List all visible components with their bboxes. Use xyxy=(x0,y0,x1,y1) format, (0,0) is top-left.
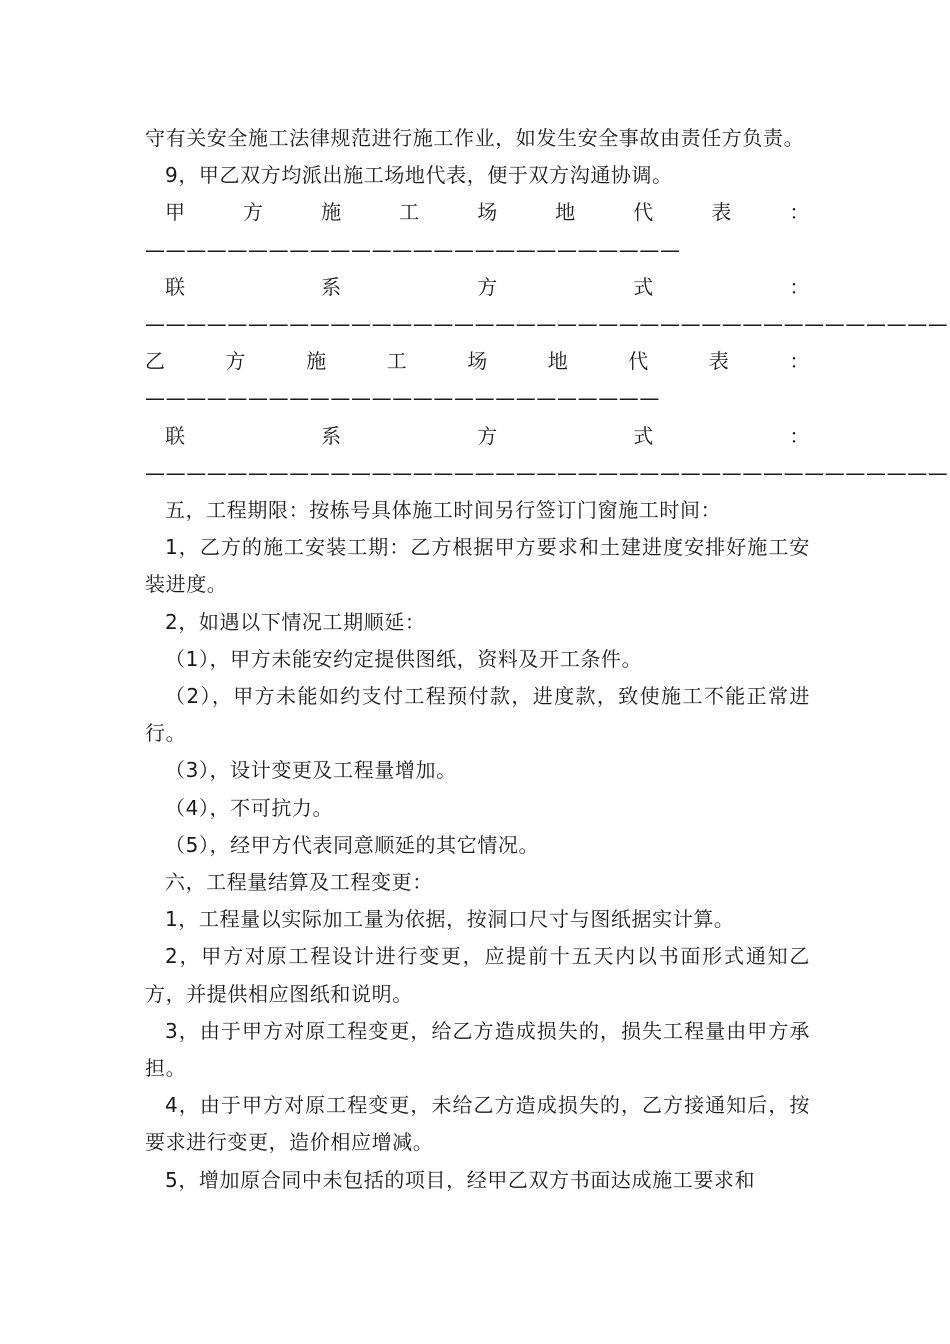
clause-6-5: 5，增加原合同中未包括的项目，经甲乙双方书面达成施工要求和 xyxy=(165,1167,756,1192)
document-body xyxy=(145,120,949,1199)
clause-6-1: 1，工程量以实际加工量为依据，按洞口尺寸与图纸据实计算。 xyxy=(165,907,735,932)
section-5-heading: 五，工程期限：按栋号具体施工时间另行签订门窗施工时间： xyxy=(165,498,722,523)
clause-5-2-item-2: （2），甲方未能如约支付工程预付款，进度款，致使施工不能正常进行。 xyxy=(145,684,810,746)
paragraph-site-representatives: 9，甲乙双方均派出施工场地代表，便于双方沟通协调。 xyxy=(165,163,673,188)
paragraph-safety-liability: 守有关安全施工法律规范进行施工作业，如发生安全事故由责任方负责。 xyxy=(145,126,805,150)
clause-5-2-item-5: （5），经甲方代表同意顺延的其它情况。 xyxy=(165,832,540,857)
clause-5-2-item-4: （4），不可抗力。 xyxy=(165,795,334,820)
clause-6-3: 3，由于甲方对原工程变更，给乙方造成损失的，损失工程量由甲方承担。 xyxy=(145,1018,810,1081)
clause-5-2: 2，如遇以下情况工期顺延： xyxy=(165,609,426,634)
clause-5-2-item-3: （3），设计变更及工程量增加。 xyxy=(165,758,457,783)
clause-5-1: 1，乙方的施工安装工期：乙方根据甲方要求和土建进度安排好施工安装进度。 xyxy=(145,535,810,597)
clause-5-2-item-1: （1），甲方未能安约定提供图纸，资料及开工条件。 xyxy=(165,646,643,671)
party-a-representative-line: 甲方施工场地代表：—————————————————————————— xyxy=(145,200,810,262)
section-6-heading: 六，工程量结算及工程变更： xyxy=(165,870,433,895)
clause-6-2: 2，甲方对原工程设计进行变更，应提前十五天内以书面形式通知乙方，并提供相应图纸和说明。 xyxy=(145,944,810,1006)
party-b-contact-line: 联系方式：——————————————————————————————————————— xyxy=(145,423,949,485)
party-a-contact-and-party-b-representative-line: 联系方式：——————————————————————————————————————— 乙方施工场地代表：————————————————————————— xyxy=(145,274,949,411)
clause-6-4: 4，由于甲方对原工程变更，未给乙方造成损失的，乙方接通知后，按要求进行变更，造价相应增减。 xyxy=(145,1093,810,1155)
